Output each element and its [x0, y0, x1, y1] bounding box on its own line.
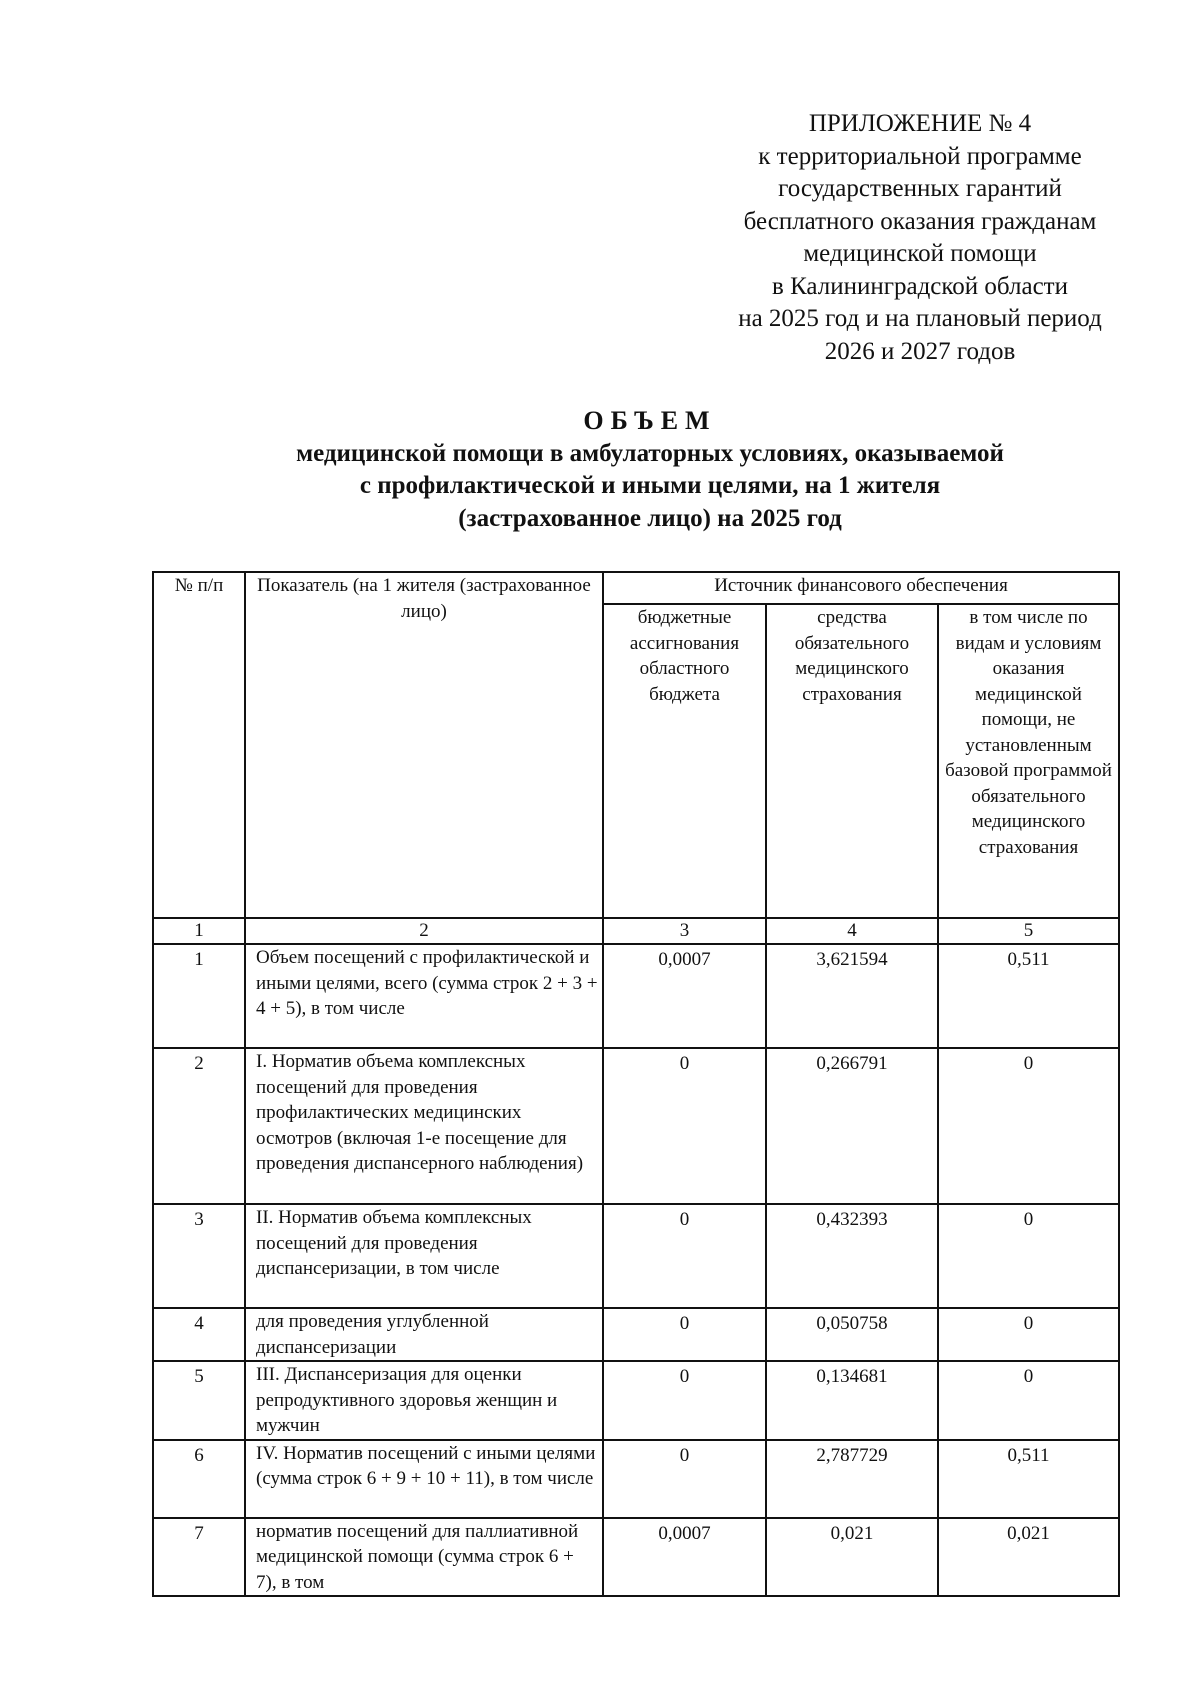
table-row — [153, 1048, 1119, 1204]
row-budget: 0 — [603, 1048, 766, 1204]
row-budget: 0 — [603, 1440, 766, 1518]
appendix-line: медицинской помощи — [803, 240, 1037, 267]
title-line: с профилактической и иными целями, на 1 жителя — [359, 472, 941, 499]
row-number: 3 — [153, 1204, 245, 1308]
header-indicator: Показатель (на 1 жителя (застрахованное лицо) — [245, 572, 603, 918]
row-indicator: для проведения углубленной диспансеризации — [245, 1308, 603, 1361]
row-number: 1 — [153, 944, 245, 1048]
row-extra: 0,021 — [938, 1518, 1119, 1597]
row-oms: 0,266791 — [766, 1048, 938, 1204]
title-line: медицинской помощи в амбулаторных условиях, оказываемой — [296, 439, 1004, 467]
volume-table — [152, 571, 1120, 1597]
title-heading: ОБЪЕМ — [583, 406, 717, 435]
header-extra: в том числе по видам и условиям оказания медицинской помощи, не установленным базовой программой обязательного медицинского страхования — [938, 604, 1119, 918]
row-budget: 0 — [603, 1204, 766, 1308]
appendix-line: в Калининградской области — [772, 272, 1068, 300]
appendix-line: 2026 и 2027 годов — [824, 337, 1016, 365]
header-budget: бюджетные ассигнования областного бюджета — [603, 604, 766, 918]
row-indicator: Объем посещений с профилактической и иными целями, всего (сумма строк 2 + 3 + 4 + 5), в том числе — [245, 944, 603, 1048]
table-row — [153, 944, 1119, 1048]
document-title — [170, 405, 1130, 535]
row-oms: 3,621594 — [766, 944, 938, 1048]
row-extra: 0 — [938, 1204, 1119, 1308]
column-number: 4 — [766, 918, 938, 944]
row-extra: 0 — [938, 1361, 1119, 1440]
header-num: № п/п — [153, 572, 245, 918]
appendix-header — [690, 108, 1150, 368]
table-row — [153, 1440, 1119, 1518]
row-oms: 0,432393 — [766, 1204, 938, 1308]
column-number: 5 — [938, 918, 1119, 944]
table-row — [153, 1308, 1119, 1361]
table-row — [153, 1361, 1119, 1440]
row-number: 4 — [153, 1308, 245, 1361]
column-number-row — [153, 918, 1119, 944]
row-indicator: IV. Норматив посещений с иными целями (сумма строк 6 + 9 + 10 + 11), в том числе — [245, 1440, 603, 1518]
row-budget: 0 — [603, 1361, 766, 1440]
appendix-line: ПРИЛОЖЕНИЕ № 4 — [808, 110, 1032, 137]
row-number: 5 — [153, 1361, 245, 1440]
appendix-line: бесплатного оказания гражданам — [743, 207, 1097, 235]
row-oms: 2,787729 — [766, 1440, 938, 1518]
row-number: 2 — [153, 1048, 245, 1204]
column-number: 1 — [153, 918, 245, 944]
header-funding-source: Источник финансового обеспечения — [603, 572, 1119, 604]
row-extra: 0,511 — [938, 1440, 1119, 1518]
appendix-line: государственных гарантий — [778, 175, 1062, 202]
row-indicator: III. Диспансеризация для оценки репродуктивного здоровья женщин и мужчин — [245, 1361, 603, 1440]
appendix-line: на 2025 год и на плановый период — [738, 305, 1102, 332]
row-indicator: I. Норматив объема комплексных посещений для проведения профилактических медицинских осмотров (включая 1-е посещение для проведения диспансерного наблюдения) — [245, 1048, 603, 1204]
row-budget: 0,0007 — [603, 944, 766, 1048]
row-extra: 0 — [938, 1048, 1119, 1204]
row-indicator: норматив посещений для паллиативной медицинской помощи (сумма строк 6 + 7), в том — [245, 1518, 603, 1597]
row-budget: 0 — [603, 1308, 766, 1361]
table-header-row — [153, 572, 1119, 604]
row-number: 6 — [153, 1440, 245, 1518]
row-oms: 0,134681 — [766, 1361, 938, 1440]
row-number: 7 — [153, 1518, 245, 1597]
row-indicator: II. Норматив объема комплексных посещений для проведения диспансеризации, в том числе — [245, 1204, 603, 1308]
header-oms: средства обязательного медицинского страхования — [766, 604, 938, 918]
column-number: 3 — [603, 918, 766, 944]
table-row — [153, 1518, 1119, 1597]
row-oms: 0,050758 — [766, 1308, 938, 1361]
table-row — [153, 1204, 1119, 1308]
row-extra: 0,511 — [938, 944, 1119, 1048]
row-budget: 0,0007 — [603, 1518, 766, 1597]
row-oms: 0,021 — [766, 1518, 938, 1597]
column-number: 2 — [245, 918, 603, 944]
appendix-line: к территориальной программе — [758, 142, 1082, 170]
row-extra: 0 — [938, 1308, 1119, 1361]
title-line: (застрахованное лицо) на 2025 год — [458, 504, 842, 532]
